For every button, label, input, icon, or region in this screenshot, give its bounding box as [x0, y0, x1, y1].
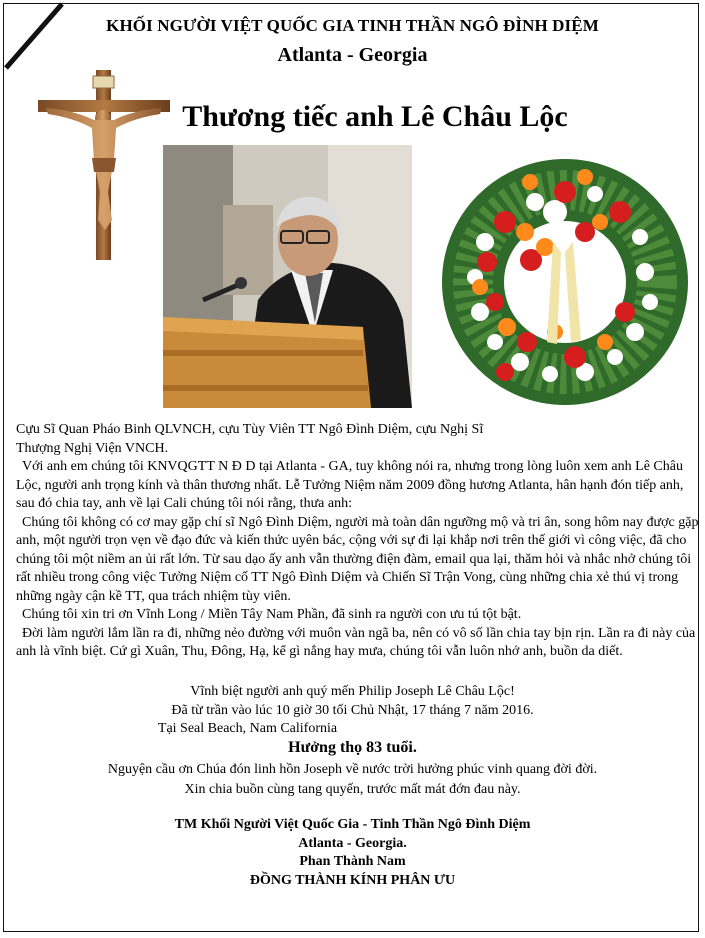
prayer-line: Nguyện cầu ơn Chúa đón linh hồn Joseph về nước trời hưởng phúc vinh quang đời đời.	[107, 762, 598, 777]
obituary-body	[16, 421, 700, 662]
funeral-wreath-icon	[435, 152, 695, 412]
paragraph-memories: Chúng tôi không có cơ may gặp chí sĩ Ngô Đình Diệm, người mà toàn dân ngưỡng mộ và tri ân, song hôm nay được gặp anh, một người trọn vẹn về đạo đức và kiến thức uyên bác, cộng với sự đi lại khắp nơi trên thế giới vì công việc, đã cho chúng tôi một niềm an ủi rất lớn. Từ sau dạo ấy anh vẫn thường điện đàm, email qua lại, thăm hỏi và nhắc nhở chúng tôi rất nhiều trong công việc Tưởng Niệm cố TT Ngô Đình Diệm và Chiến Sĩ Trận Vong, cùng những chia xẻ thú vị trong những ngày cận kề TT, qua trách nhiệm tùy viên.	[16, 514, 699, 604]
crucifix-icon	[38, 70, 178, 260]
farewell-line: Vĩnh biệt người anh quý mến Philip Joseph Lê Châu Lộc!	[190, 684, 515, 699]
signature-name: Phan Thành Nam	[299, 854, 406, 869]
portrait-photo	[163, 145, 412, 408]
prayer-block	[0, 760, 705, 799]
age-line: Hưởng thọ 83 tuổi.	[288, 739, 417, 756]
organization-location: Atlanta - Georgia	[277, 44, 428, 66]
paragraph-welcome: Với anh em chúng tôi KNVQGTT N Đ D tại Atlanta - GA, tuy không nói ra, nhưng trong lòng luôn xem anh Lê Châu Lộc, người anh trọng kính và thân thương nhất. Lễ Tưởng Niệm năm 2009 đồng hương Atlanta, hân hạnh đón tiếp anh, sau đó chia tay, anh về lại Cali chúng tôi nói rằng, thưa anh:	[16, 459, 684, 511]
death-date-line: Đã từ trần vào lúc 10 giờ 30 tối Chủ Nhật, 17 tháng 7 năm 2016.	[171, 702, 534, 718]
paragraph-farewell: Đời làm người lắm lần ra đi, những nẻo đường với muôn vàn ngã ba, nên có vô số lần chia tay bịn rịn. Lần ra đi này của anh là vĩnh biệt. Cứ gì Xuân, Thu, Đông, Hạ, kể gì nắng hay mưa, chúng tôi vẫn luôn nhớ anh, buồn da diết.	[16, 625, 696, 659]
intro-line-1: Cựu Sĩ Quan Pháo Binh QLVNCH, cựu Tùy Viên TT Ngô Đình Diệm, cựu Nghị Sĩ	[16, 422, 484, 437]
signature-location: Atlanta - Georgia.	[298, 835, 407, 851]
paragraph-gratitude: Chúng tôi xin tri ơn Vĩnh Long / Miền Tây Nam Phần, đã sinh ra người con ưu tú tột bật.	[22, 607, 522, 622]
intro-line-2: Thượng Nghị Viện VNCH.	[16, 440, 169, 456]
signature-block	[0, 816, 705, 890]
organization-name: KHỐI NGƯỜI VIỆT QUỐC GIA TINH THẦN NGÔ ĐÌNH DIỆM	[106, 16, 599, 35]
signature-closing: ĐỒNG THÀNH KÍNH PHÂN ƯU	[249, 872, 456, 888]
condolence-line: Xin chia buồn cùng tang quyến, trước mất mát đớn đau này.	[184, 781, 521, 797]
signature-org: TM Khối Người Việt Quốc Gia - Tinh Thần Ngô Đình Diệm	[174, 817, 531, 832]
death-place-line: Tại Seal Beach, Nam California	[157, 721, 338, 736]
farewell-block	[0, 683, 705, 739]
page-title: Thương tiếc anh Lê Châu Lộc	[182, 100, 568, 133]
